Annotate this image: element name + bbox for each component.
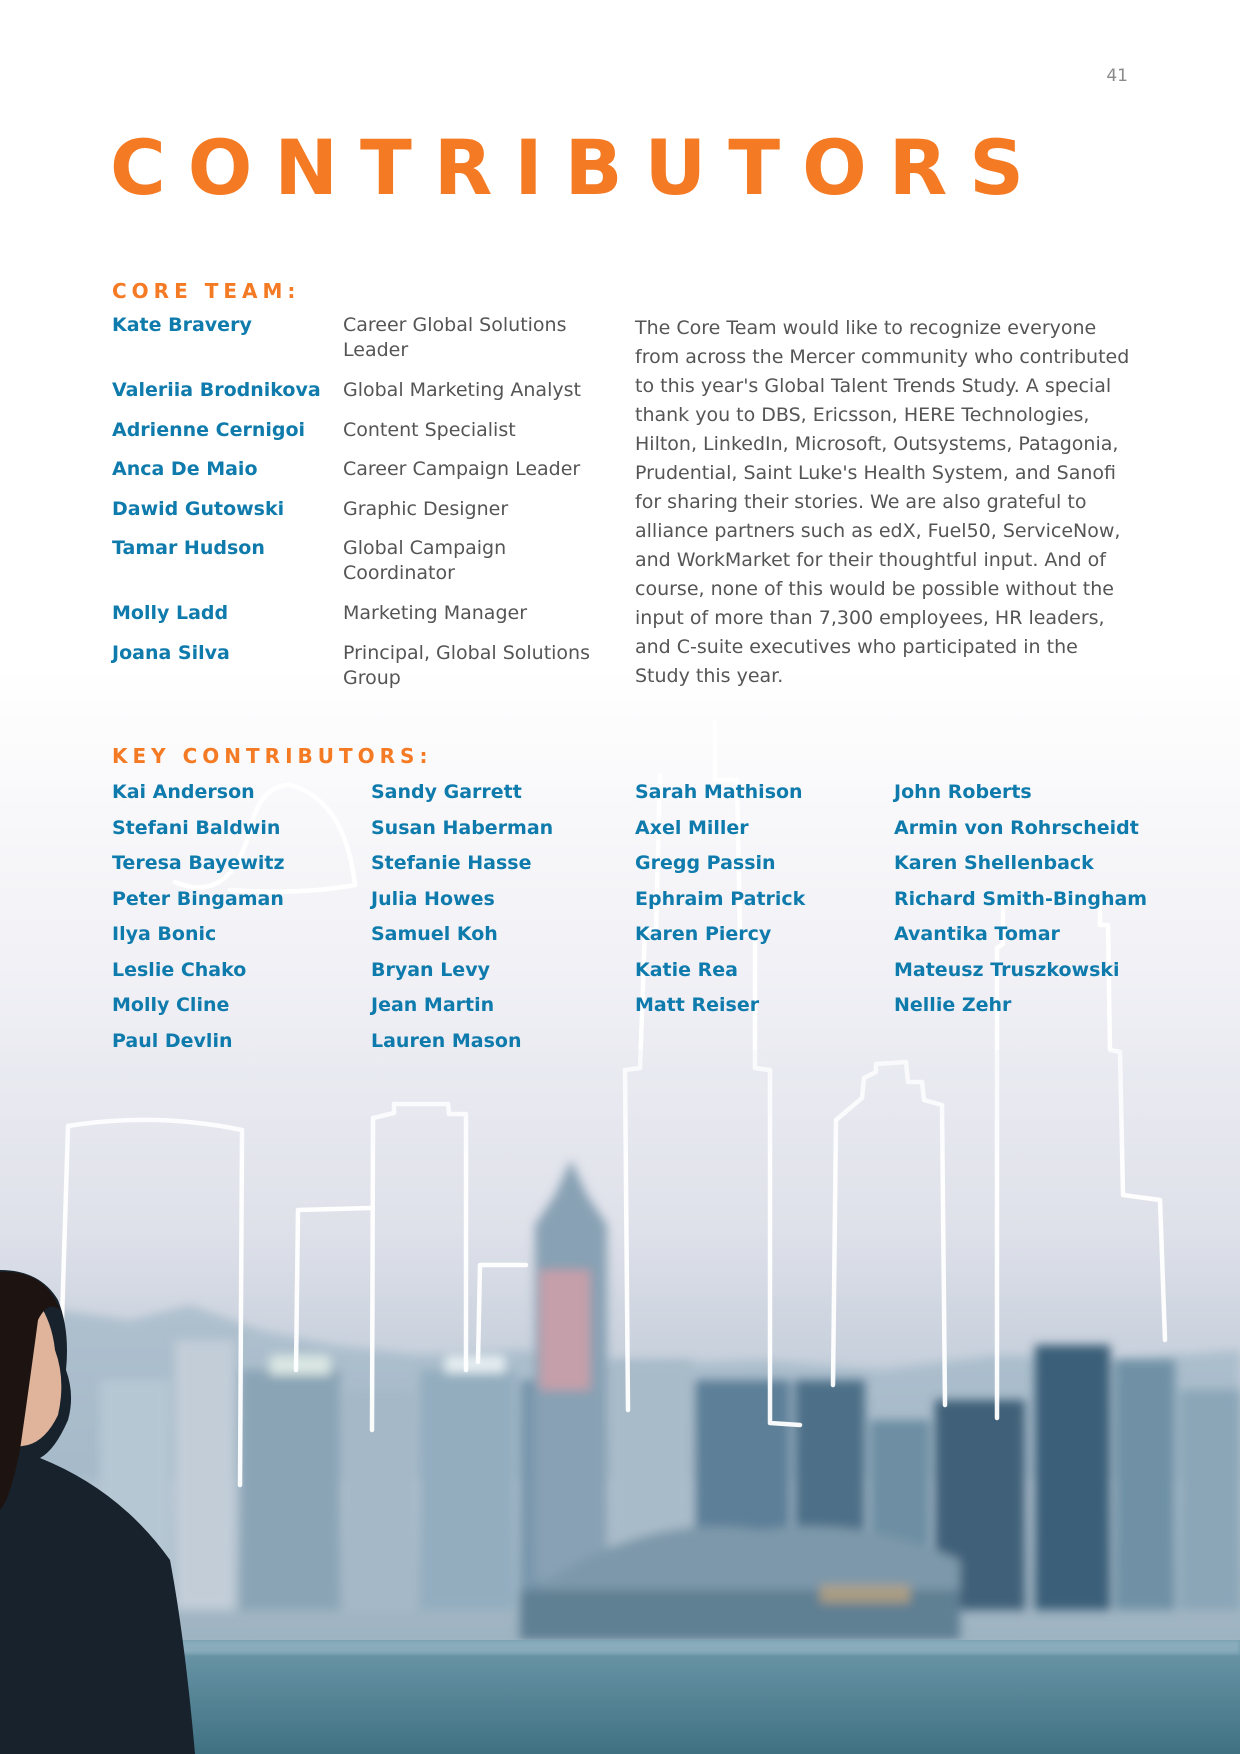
contributor-name: Ilya Bonic xyxy=(112,923,217,945)
contributor-name: Paul Devlin xyxy=(112,1029,233,1052)
contributor-name: Mateusz Truszkowski xyxy=(894,958,1120,981)
contributor-name: Karen Shellenback xyxy=(894,852,1094,874)
member-name: Molly Ladd xyxy=(112,602,229,624)
contributors-column xyxy=(894,775,1147,1024)
member-name: Adrienne Cernigoi xyxy=(112,419,306,441)
contributor-name: Sandy Garrett xyxy=(371,781,522,803)
member-name: Tamar Hudson xyxy=(112,537,265,559)
contributor-name: Katie Rea xyxy=(635,958,738,981)
contributor-name: Stefani Baldwin xyxy=(112,816,281,839)
member-role: Graphic Designer xyxy=(343,498,509,520)
contributor-name: Lauren Mason xyxy=(371,1029,522,1052)
contributor-name: Sarah Mathison xyxy=(635,781,803,803)
contributor-name: Susan Haberman xyxy=(371,816,554,839)
member-role: Content Specialist xyxy=(343,419,516,441)
contributor-name: Richard Smith-Bingham xyxy=(894,887,1148,910)
contributor-name: Gregg Passin xyxy=(635,852,776,874)
member-role: Career Campaign Leader xyxy=(343,458,581,480)
contributors-column xyxy=(635,775,805,1024)
contributor-name: Matt Reiser xyxy=(635,994,760,1016)
contributor-name: Bryan Levy xyxy=(371,958,490,981)
contributor-name: Avantika Tomar xyxy=(894,923,1060,945)
contributor-name: Kai Anderson xyxy=(112,781,255,803)
contributor-name: Teresa Bayewitz xyxy=(112,852,285,874)
core-team-heading: CORE TEAM: xyxy=(112,279,301,303)
member-role: Global Marketing Analyst xyxy=(343,379,581,401)
member-name: Joana Silva xyxy=(112,642,230,664)
member-role: Principal, Global Solutions Group xyxy=(343,642,590,689)
contributor-name: Samuel Koh xyxy=(371,923,498,945)
member-name: Valeriia Brodnikova xyxy=(112,379,321,401)
contributor-name: Nellie Zehr xyxy=(894,994,1012,1016)
key-contributors-heading: KEY CONTRIBUTORS: xyxy=(112,744,433,768)
contributor-name: Leslie Chako xyxy=(112,958,247,981)
acknowledgement-paragraph: The Core Team would like to recognize everyone from across the Mercer community who contributed to this year's Global Talent Trends Study. A special thank you to DBS, Ericsson, HERE Technologies, Hilton, LinkedIn, Microsoft, Outsystems, Patagonia, Prudential, Saint Luke's Health System, and Sanofi for sharing their stories. We are also grateful to alliance partners such as edX, Fuel50, ServiceNow, and WorkMarket for their thoughtful input. And of course, none of this would be possible without the input of more than 7,300 employees, HR leaders, and C-suite executives who participated in the Study this year. xyxy=(635,317,1130,687)
contributors-column xyxy=(371,775,553,1059)
member-role: Global Campaign Coordinator xyxy=(343,537,507,584)
member-role: Career Global Solutions Leader xyxy=(343,314,567,361)
member-name: Dawid Gutowski xyxy=(112,498,285,520)
contributor-name: Jean Martin xyxy=(371,994,495,1016)
page-number: 41 xyxy=(1106,66,1128,86)
member-name: Anca De Maio xyxy=(112,458,258,480)
contributor-name: Stefanie Hasse xyxy=(371,852,532,874)
page-title: CONTRIBUTORS xyxy=(110,123,1046,212)
contributor-name: Peter Bingaman xyxy=(112,887,284,910)
contributor-name: Molly Cline xyxy=(112,994,230,1016)
contributor-name: Ephraim Patrick xyxy=(635,887,806,910)
contributor-name: Axel Miller xyxy=(635,816,749,839)
member-name: Kate Bravery xyxy=(112,314,252,336)
contributors-column xyxy=(112,775,285,1059)
contributor-name: Armin von Rohrscheidt xyxy=(894,816,1139,839)
contributor-name: John Roberts xyxy=(894,781,1032,803)
contributor-name: Julia Howes xyxy=(371,887,495,910)
contributor-name: Karen Piercy xyxy=(635,923,772,945)
member-role: Marketing Manager xyxy=(343,602,528,624)
